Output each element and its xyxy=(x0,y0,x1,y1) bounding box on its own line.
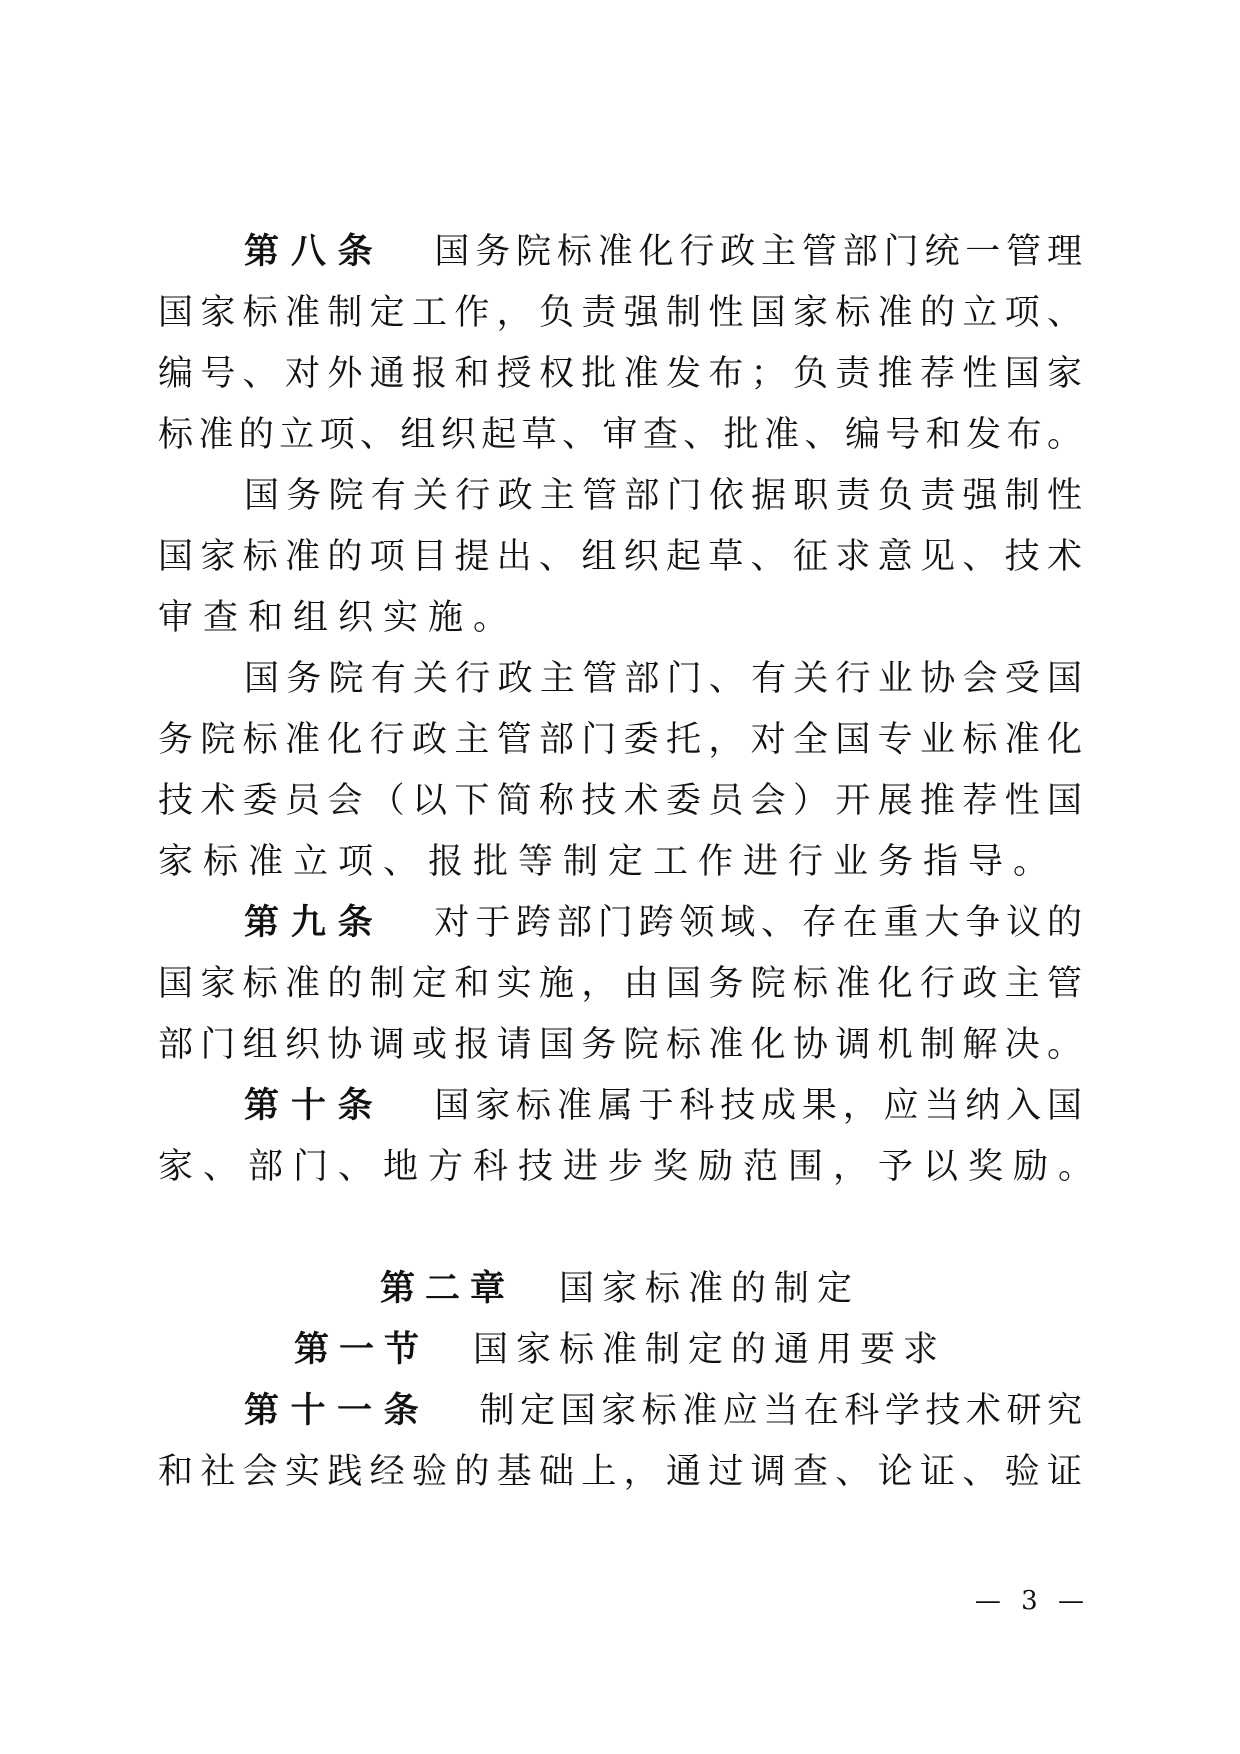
chapter-label: 第二章 xyxy=(379,1269,515,1309)
article-8-first-line xyxy=(244,222,1082,283)
article-8-para3-line: 家标准立项、报批等制定工作进行业务指导。 xyxy=(158,842,1059,882)
article-8-line: 编号、对外通报和授权批准发布；负责推荐性国家 xyxy=(158,354,1082,394)
section-title: 国家标准制定的通用要求 xyxy=(473,1330,947,1370)
article-8-para2-line: 审查和组织实施。 xyxy=(158,598,519,638)
article-8-para2-line: 国务院有关行政主管部门依据职责负责强制性 xyxy=(244,476,1082,516)
article-8-para3-line: 国务院有关行政主管部门、有关行业协会受国 xyxy=(244,659,1082,699)
article-10-first-line xyxy=(244,1076,1082,1137)
section-heading xyxy=(158,1320,1082,1381)
article-8-para3-line: 务院标准化行政主管部门委托，对全国专业标准化 xyxy=(158,720,1082,760)
article-10-line: 家、部门、地方科技进步奖励范围，予以奖励。 xyxy=(158,1147,1104,1187)
article-9-text: 对于跨部门跨领域、存在重大争议的 xyxy=(428,903,1082,943)
article-8-line: 国家标准制定工作，负责强制性国家标准的立项、 xyxy=(158,293,1082,333)
page-number: — 3 — xyxy=(974,1586,1090,1616)
article-10-label: 第十条 xyxy=(244,1086,385,1126)
article-8-text: 国务院标准化行政主管部门统一管理 xyxy=(428,232,1082,272)
section-label: 第一节 xyxy=(293,1330,429,1370)
article-9-line: 部门组织协调或报请国务院标准化协调机制解决。 xyxy=(158,1025,1082,1065)
article-11-line: 和社会实践经验的基础上，通过调查、论证、验证 xyxy=(158,1452,1082,1492)
article-9-line: 国家标准的制定和实施，由国务院标准化行政主管 xyxy=(158,964,1082,1004)
article-11-text: 制定国家标准应当在科学技术研究 xyxy=(474,1391,1082,1431)
chapter-heading xyxy=(158,1259,1082,1320)
article-8-line: 标准的立项、组织起草、审查、批准、编号和发布。 xyxy=(158,415,1082,455)
article-8-label: 第八条 xyxy=(244,232,385,272)
chapter-title: 国家标准的制定 xyxy=(559,1269,861,1309)
article-9-label: 第九条 xyxy=(244,903,385,943)
article-10-text: 国家标准属于科技成果，应当纳入国 xyxy=(428,1086,1082,1126)
article-8-para2-line: 国家标准的项目提出、组织起草、征求意见、技术 xyxy=(158,537,1082,577)
article-9-first-line xyxy=(244,893,1082,954)
document-body xyxy=(158,222,1104,1503)
article-11-first-line xyxy=(244,1381,1082,1442)
article-11-label: 第十一条 xyxy=(244,1391,431,1431)
article-8-para3-line: 技术委员会（以下简称技术委员会）开展推荐性国 xyxy=(158,781,1082,821)
